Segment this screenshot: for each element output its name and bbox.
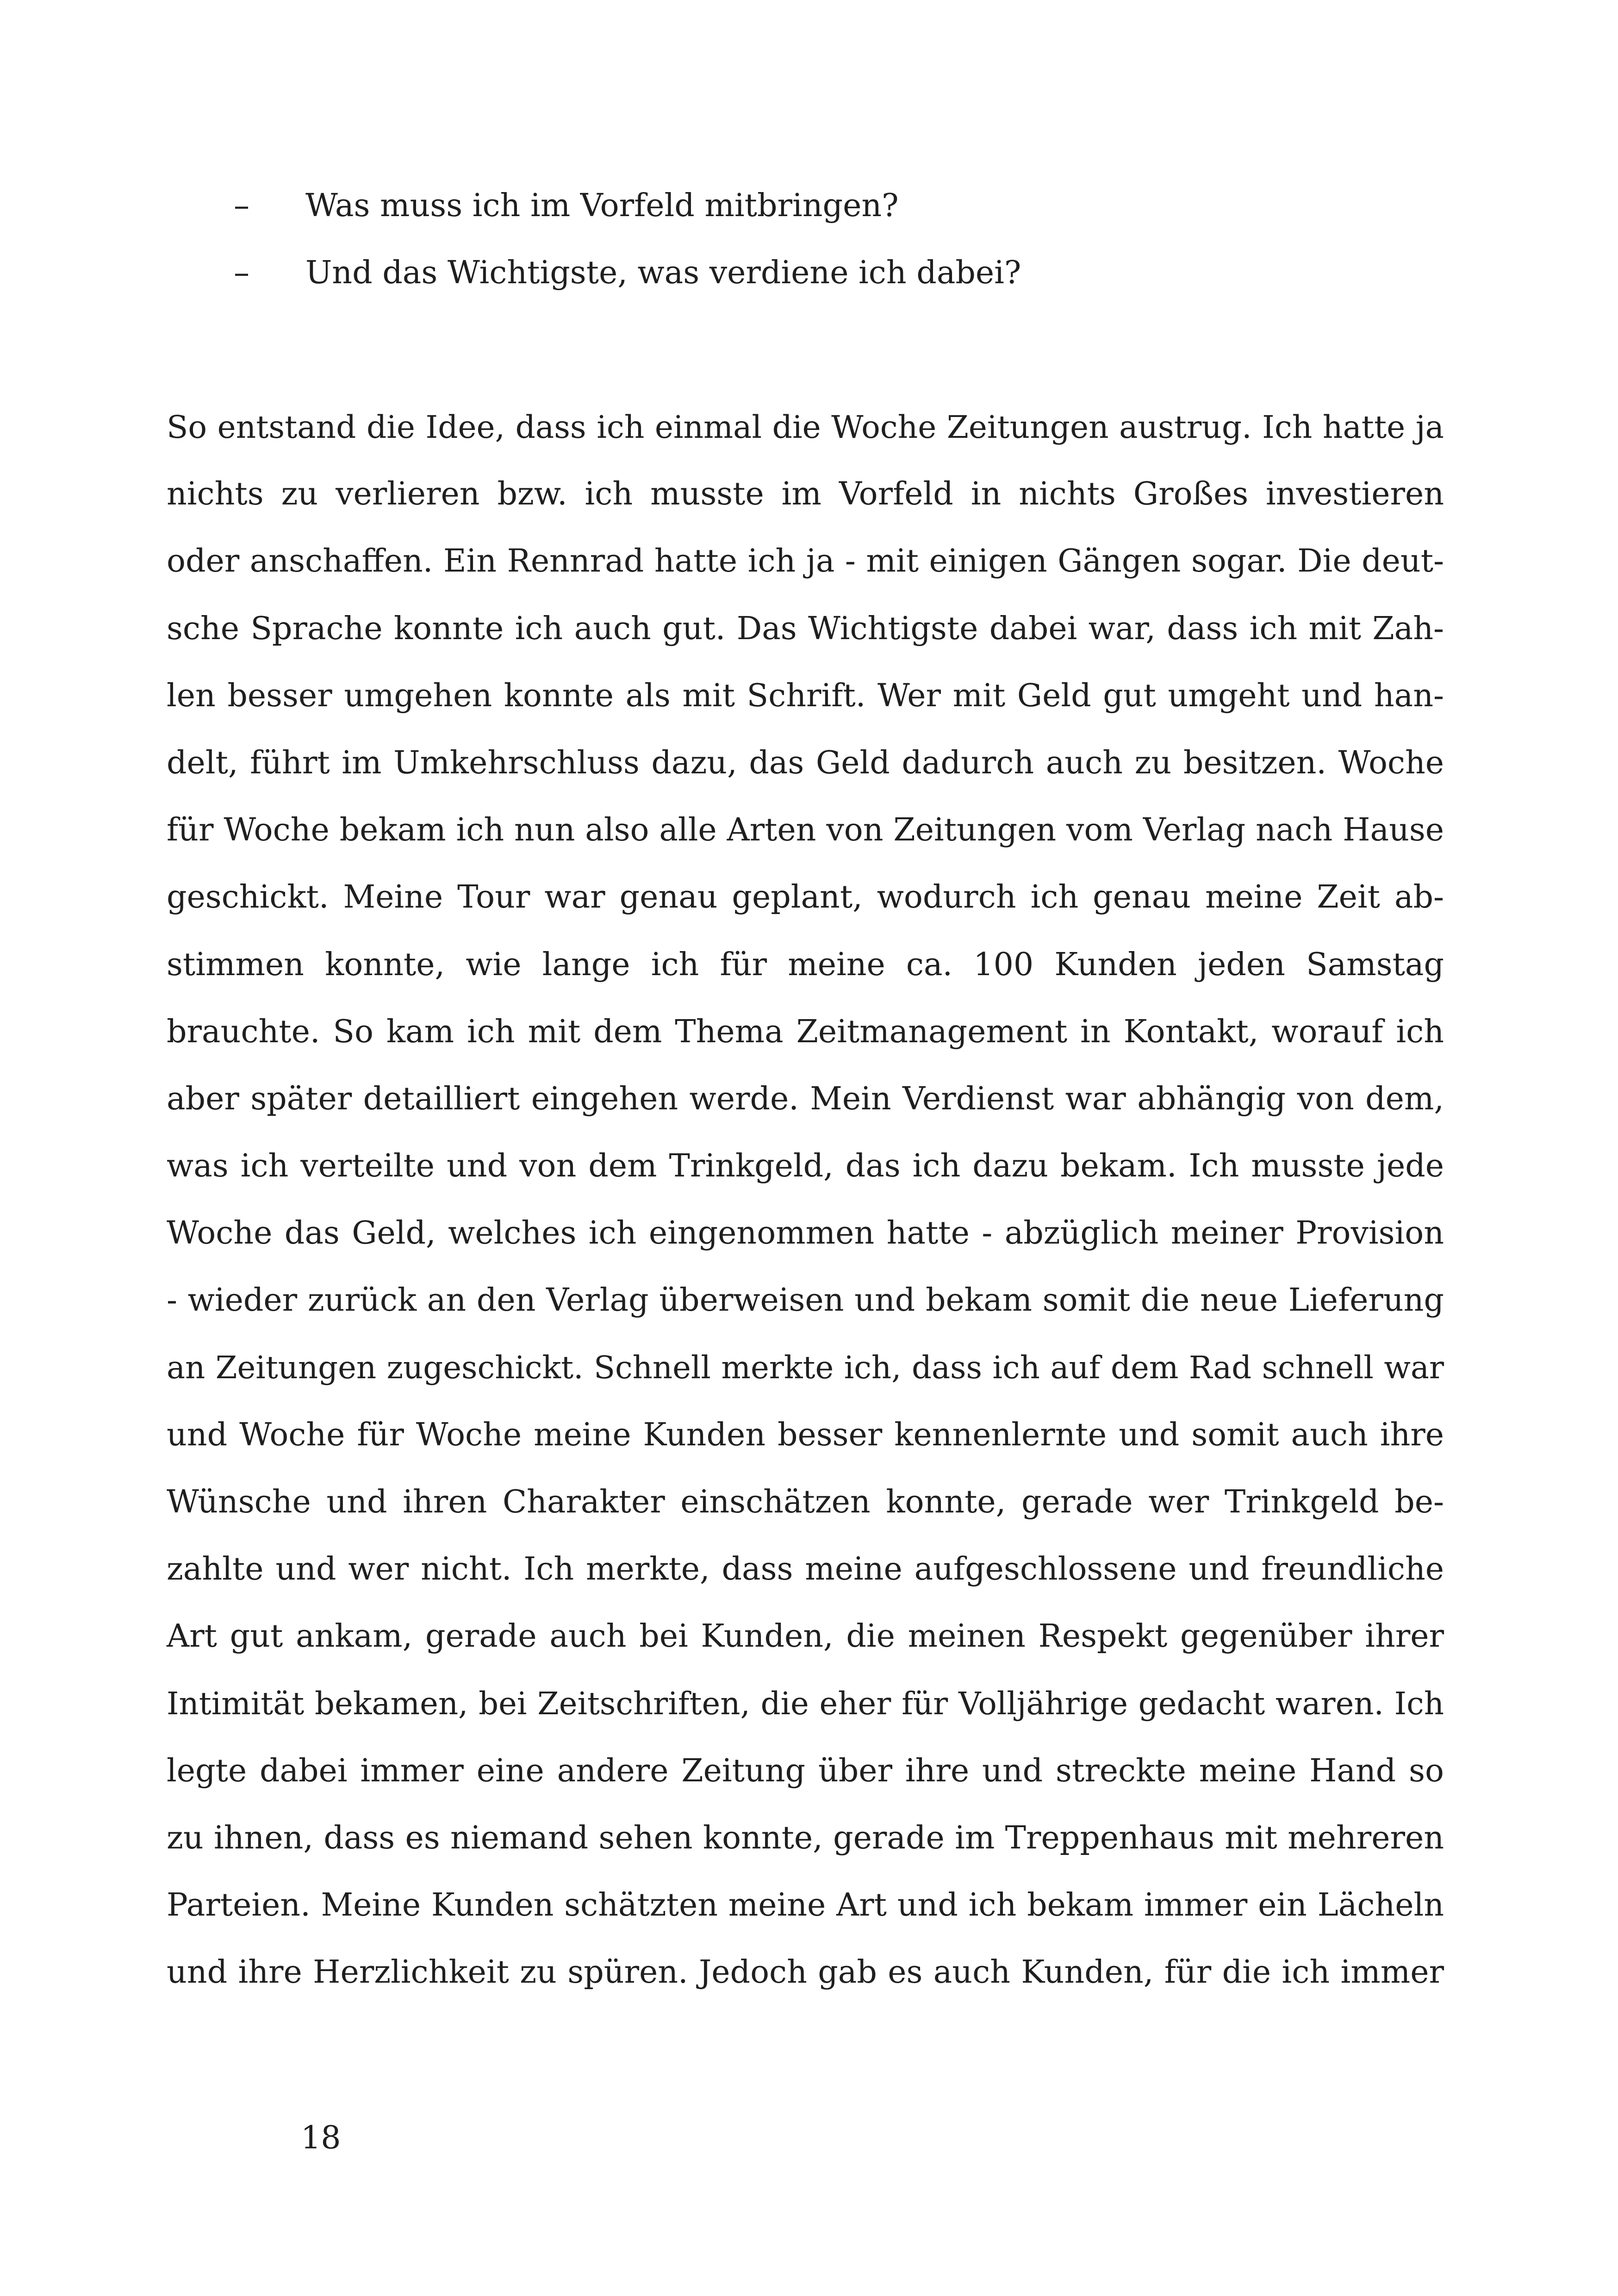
list-item xyxy=(0,238,1618,308)
paragraph-line: Intimität bekamen, bei Zeitschriften, die eher für Volljährige gedacht waren. Ich xyxy=(167,1685,1444,1722)
paragraph-line: legte dabei immer eine andere Zeitung über ihre und streckte meine Hand so xyxy=(167,1752,1444,1789)
list-marker: – xyxy=(234,187,249,224)
paragraph-line: und ihre Herzlichkeit zu spüren. Jedoch gab es auch Kunden, für die ich immer xyxy=(167,1954,1444,1991)
paragraph-line: sche Sprache konnte ich auch gut. Das Wichtigste dabei war, dass ich mit Zah- xyxy=(167,610,1444,647)
paragraph-line: Art gut ankam, gerade auch bei Kunden, die meinen Respekt gegenüber ihrer xyxy=(167,1618,1444,1655)
paragraph-line: Parteien. Meine Kunden schätzten meine Art und ich bekam immer ein Lächeln xyxy=(167,1887,1444,1924)
paragraph-line: zu ihnen, dass es niemand sehen konnte, gerade im Treppenhaus mit mehreren xyxy=(167,1819,1444,1856)
list-marker: – xyxy=(234,255,249,291)
paragraph-line: oder anschaffen. Ein Rennrad hatte ich ja - mit einigen Gängen sogar. Die deut- xyxy=(167,543,1444,580)
paragraph-line: delt, führt im Umkehrschluss dazu, das Geld dadurch auch zu besitzen. Woche xyxy=(167,744,1444,781)
body-paragraph xyxy=(167,393,1444,2006)
paragraph-line: geschickt. Meine Tour war genau geplant, wodurch ich genau meine Zeit ab- xyxy=(167,879,1444,916)
paragraph-line: So entstand die Idee, dass ich einmal die Woche Zeitungen austrug. Ich hatte ja xyxy=(167,409,1444,445)
paragraph-line: brauchte. So kam ich mit dem Thema Zeitmanagement in Kontakt, worauf ich xyxy=(167,1013,1444,1050)
paragraph-line: stimmen konnte, wie lange ich für meine ca. 100 Kunden jeden Samstag xyxy=(167,946,1444,983)
paragraph-line: Wünsche und ihren Charakter einschätzen konnte, gerade wer Trinkgeld be- xyxy=(167,1484,1444,1520)
paragraph-line: zahlte und wer nicht. Ich merkte, dass meine aufgeschlossene und freundliche xyxy=(167,1551,1444,1588)
list-item-text: Und das Wichtigste, was verdiene ich dabei? xyxy=(305,255,1021,291)
paragraph-line: Woche das Geld, welches ich eingenommen hatte - abzüglich meiner Provision xyxy=(167,1215,1444,1252)
paragraph-line: für Woche bekam ich nun also alle Arten von Zeitungen vom Verlag nach Hause xyxy=(167,812,1444,849)
paragraph-line: len besser umgehen konnte als mit Schrift. Wer mit Geld gut umgeht und han- xyxy=(167,677,1444,714)
list-item-text: Was muss ich im Vorfeld mitbringen? xyxy=(305,187,899,224)
paragraph-line: - wieder zurück an den Verlag überweisen und bekam somit die neue Lieferung xyxy=(167,1282,1444,1319)
paragraph-line: nichts zu verlieren bzw. ich musste im Vorfeld in nichts Großes investieren xyxy=(167,476,1444,513)
paragraph-line: aber später detailliert eingehen werde. Mein Verdienst war abhängig von dem, xyxy=(167,1080,1444,1117)
paragraph-line: was ich verteilte und von dem Trinkgeld, das ich dazu bekam. Ich musste jede xyxy=(167,1148,1444,1185)
paragraph-line: an Zeitungen zugeschickt. Schnell merkte ich, dass ich auf dem Rad schnell war xyxy=(167,1349,1444,1386)
page-number: 18 xyxy=(301,2120,341,2156)
list-item xyxy=(0,171,1618,241)
paragraph-line: und Woche für Woche meine Kunden besser kennenlernte und somit auch ihre xyxy=(167,1416,1444,1453)
